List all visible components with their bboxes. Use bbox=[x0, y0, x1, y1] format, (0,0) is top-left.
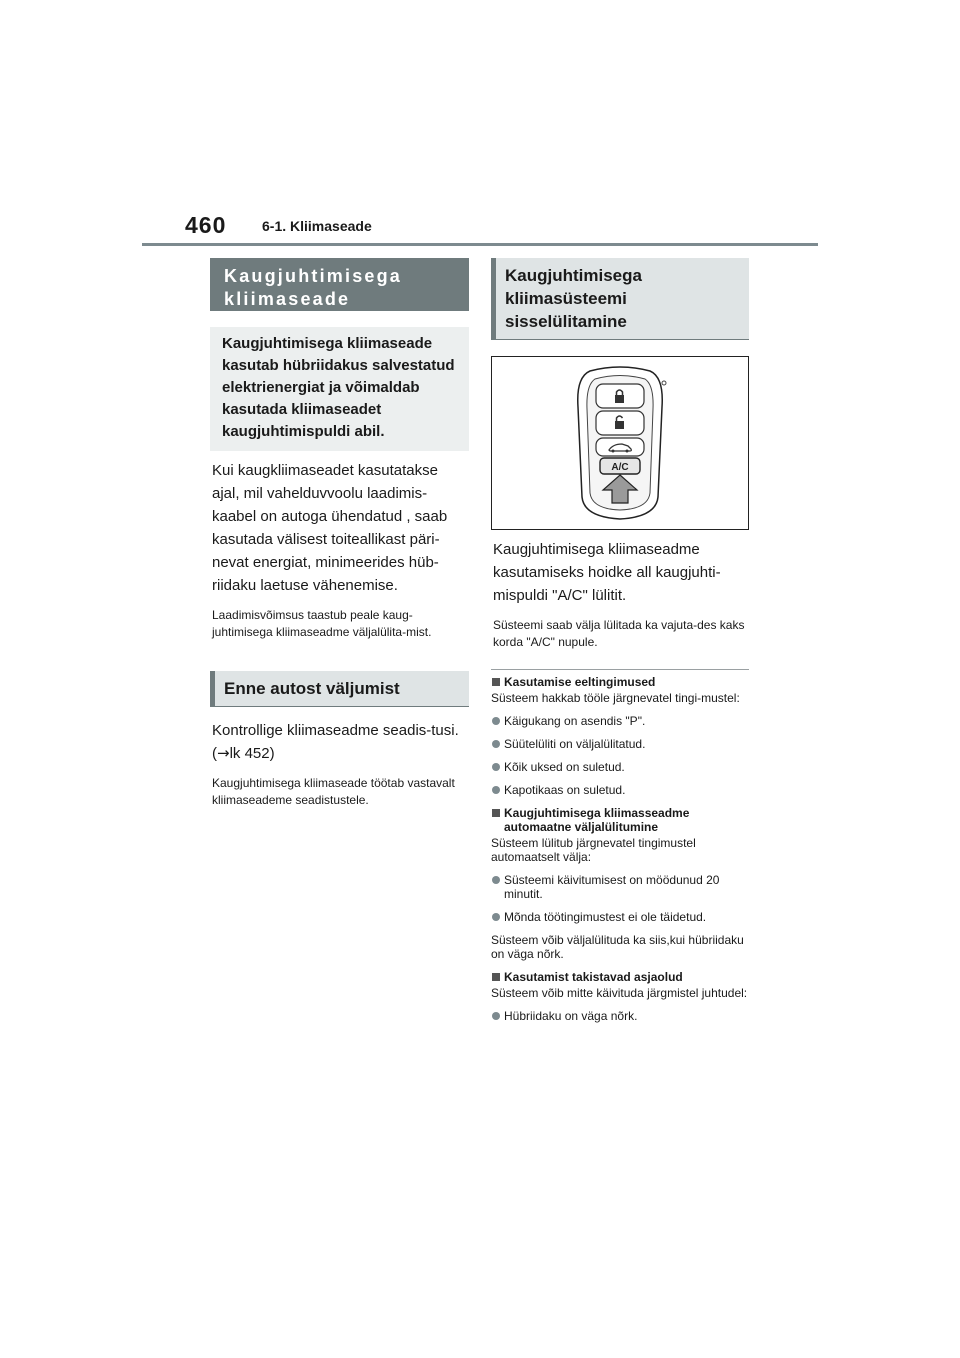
list-item-text: Mõnda töötingimustest ei ole täidetud. bbox=[504, 910, 707, 924]
list-item bbox=[491, 714, 749, 728]
note-paragraph-off: Süsteemi saab välja lülitada ka vajuta-des kaks korda "A/C" nupule. bbox=[493, 618, 745, 649]
arrow-right-icon: → bbox=[217, 744, 230, 762]
subheading-preconditions bbox=[491, 675, 749, 689]
dot-bullet-icon bbox=[492, 740, 500, 748]
paragraph: Süsteem lülitub järgnevatel tingimustel automaatselt välja: bbox=[491, 836, 696, 864]
dot-bullet-icon bbox=[492, 717, 500, 725]
trunk-button[interactable] bbox=[596, 438, 644, 456]
body-paragraph-settings bbox=[212, 719, 467, 765]
subheading-text: Kasutamist takistavad asjaolud bbox=[504, 970, 683, 984]
list-item bbox=[491, 783, 749, 797]
remote-key-illustration bbox=[492, 357, 748, 529]
paragraph: Süsteem võib mitte käivituda järgmistel juhtudel: bbox=[491, 986, 748, 1000]
list-item-text: Kapotikaas on suletud. bbox=[504, 783, 626, 797]
list-item-text: Hübriidaku on väga nõrk. bbox=[504, 1009, 638, 1023]
dot-bullet-icon bbox=[492, 913, 500, 921]
subheading-text: Kaugjuhtimisega kliimasseadme automaatne väljalülitumine bbox=[504, 806, 690, 834]
left-column bbox=[210, 258, 469, 809]
section-title-activation: Kaugjuhtimisega kliimasüsteemi sisselülitamine bbox=[491, 258, 749, 340]
list-item bbox=[491, 910, 749, 924]
square-bullet-icon bbox=[492, 809, 500, 817]
list-item bbox=[491, 760, 749, 774]
list-item bbox=[491, 1009, 749, 1023]
section-title-before-leaving: Enne autost väljumist bbox=[210, 671, 469, 707]
note-paragraph-settings: Kaugjuhtimisega kliimaseade töötab vastavalt kliimaseademe seadistustele. bbox=[212, 776, 455, 807]
paragraph: Süsteem võib väljalülituda ka siis,kui hübriidaku on väga nõrk. bbox=[491, 933, 744, 961]
square-bullet-icon bbox=[492, 678, 500, 686]
list-item bbox=[491, 873, 749, 901]
section-title-remote-ac: Kaugjuhtimisega kliimaseade bbox=[210, 258, 469, 311]
list-item-text: Käigukang on asendis "P". bbox=[504, 714, 646, 728]
subheading-text: Kasutamise eeltingimused bbox=[504, 675, 656, 689]
subheading-auto-off bbox=[491, 806, 749, 834]
dot-bullet-icon bbox=[492, 763, 500, 771]
header-rule bbox=[142, 243, 818, 246]
list-item-text: Süsteemi käivitumisest on möödunud 20 minutit. bbox=[504, 873, 720, 901]
square-bullet-icon bbox=[492, 973, 500, 981]
page-reference-link[interactable]: lk 452) bbox=[229, 745, 275, 762]
list-item-text: Kõik uksed on suletud. bbox=[504, 760, 625, 774]
dot-bullet-icon bbox=[492, 786, 500, 794]
body-text: Kontrollige kliimaseadme seadis-tusi. ( bbox=[212, 722, 459, 762]
section-label: 6-1. Kliimaseade bbox=[262, 218, 372, 234]
dot-bullet-icon bbox=[492, 1012, 500, 1020]
section-divider bbox=[491, 669, 749, 670]
paragraph: Süsteem hakkab tööle järgnevatel tingi-mustel: bbox=[491, 691, 740, 705]
page-number: 460 bbox=[185, 212, 227, 238]
ac-button-label: A/C bbox=[611, 462, 629, 473]
list-item bbox=[491, 737, 749, 751]
summary-box: Kaugjuhtimisega kliimaseade kasutab hübriidakus salvestatud elektrienergiat ja võimaldab kasutada kliimaseadet kaugjuhtimispuldi abil. bbox=[210, 327, 469, 451]
note-paragraph: Laadimisvõimsus taastub peale kaug-juhtimisega kliimaseadme väljalülita-mist. bbox=[212, 608, 432, 639]
remote-key-figure bbox=[491, 356, 749, 530]
subheading-obstacles bbox=[491, 970, 749, 984]
dot-bullet-icon bbox=[492, 876, 500, 884]
body-paragraph-hold: Kaugjuhtimisega kliimaseadme kasutamiseks hoidke all kaugjuhti-mispuldi "A/C" lülitit. bbox=[493, 541, 721, 604]
list-item-text: Süütelüliti on väljalülitatud. bbox=[504, 737, 646, 751]
right-column bbox=[491, 258, 749, 1023]
body-paragraph: Kui kaugkliimaseadet kasutatakse ajal, mil vahelduvvoolu laadimis-kaabel on autoga ühendatud , saab kasutada välisest toiteallikast päri-nevat energiat, minimeerides hüb-riidaku laetuse vähenemise. bbox=[212, 462, 448, 594]
